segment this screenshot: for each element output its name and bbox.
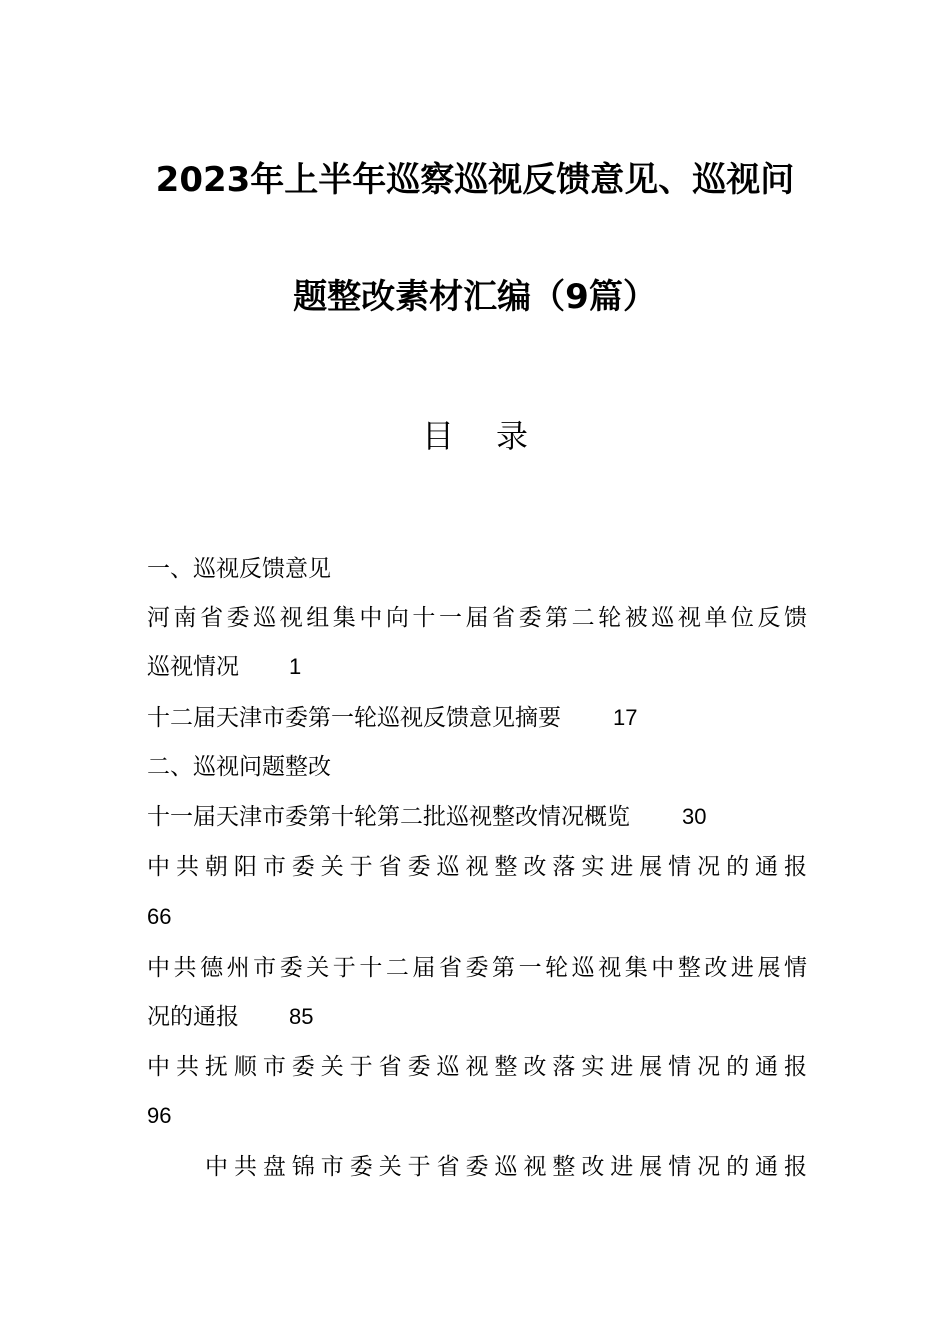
toc-item-1-text: 巡视情况 xyxy=(147,654,239,680)
toc-item-1-line-1: 河南省委巡视组集中向十一届省委第二轮被巡视单位反馈 xyxy=(147,605,807,631)
toc-item-1-line-2 xyxy=(147,652,807,682)
toc-item-5-page: 85 xyxy=(289,1004,314,1029)
toc-item-3-text: 十一届天津市委第十轮第二批巡视整改情况概览 xyxy=(147,804,630,830)
toc-heading xyxy=(0,416,950,456)
toc-item-5-line-1: 中共德州市委关于十二届省委第一轮巡视集中整改进展情 xyxy=(147,955,807,981)
toc-item-4-page: 66 xyxy=(147,904,172,929)
toc-item-5-line-2 xyxy=(147,1002,807,1032)
toc-item-6-text: 中共抚顺市委关于省委巡视整改落实进展情况的通报 xyxy=(147,1054,807,1080)
toc-item-3-page: 30 xyxy=(682,804,707,829)
toc-item-2-page: 17 xyxy=(613,705,638,730)
toc-item-5-text: 况的通报 xyxy=(147,1004,239,1030)
toc-item-6-page: 96 xyxy=(147,1103,172,1128)
toc-item-7-text: 中共盘锦市委关于省委巡视整改进展情况的通报 xyxy=(205,1154,807,1180)
toc-item-2 xyxy=(147,703,807,733)
document-title-line-2: 题整改素材汇编（9篇） xyxy=(293,277,657,317)
toc-item-4-text: 中共朝阳市委关于省委巡视整改落实进展情况的通报 xyxy=(147,854,807,880)
toc-heading-right: 录 xyxy=(496,417,529,455)
toc-item-3 xyxy=(147,802,807,832)
document-title-line-1: 2023年上半年巡察巡视反馈意见、巡视问 xyxy=(155,160,795,200)
toc-item-1-page: 1 xyxy=(289,654,302,679)
toc-item-2-text: 十二届天津市委第一轮巡视反馈意见摘要 xyxy=(147,705,561,731)
toc-section-2: 二、巡视问题整改 xyxy=(147,754,331,780)
toc-section-1: 一、巡视反馈意见 xyxy=(147,556,331,582)
toc-heading-left: 目 xyxy=(421,417,454,455)
